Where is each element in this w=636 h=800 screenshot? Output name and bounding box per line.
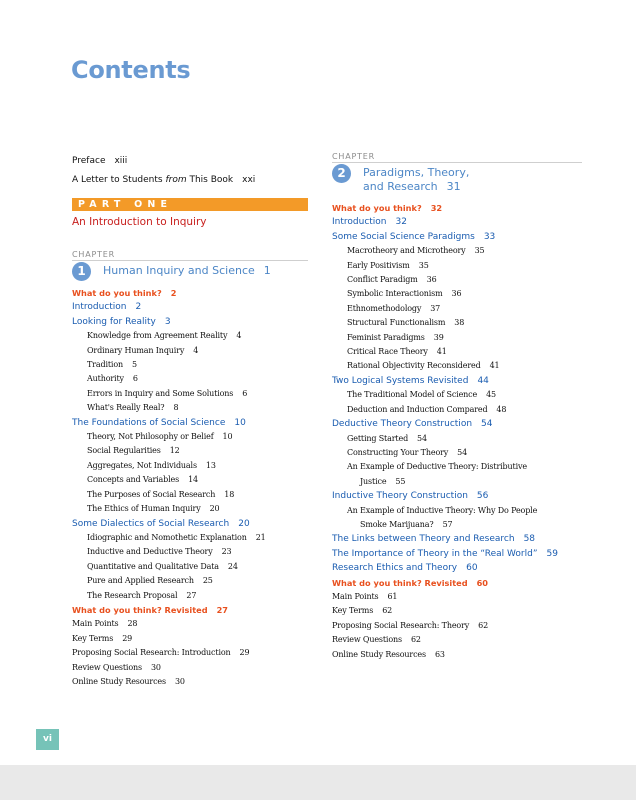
- chapter-title: [363, 164, 469, 194]
- toc-entry[interactable]: [332, 374, 582, 388]
- page-number: 6: [132, 374, 138, 384]
- toc-entry[interactable]: [72, 300, 308, 314]
- toc-entry-label: Errors in Inquiry and Some Solutions: [87, 388, 234, 398]
- toc-entry[interactable]: [332, 590, 582, 604]
- toc-entry-label: Proposing Social Research: Theory: [332, 620, 470, 630]
- page-number: 58: [523, 534, 536, 545]
- toc-entry-label: Some Dialectics of Social Research: [72, 518, 230, 529]
- toc-entry-label: Key Terms: [72, 633, 114, 643]
- toc-entry[interactable]: [332, 532, 582, 546]
- toc-entry-label: Rational Objectivity Reconsidered: [347, 361, 481, 371]
- toc-entry[interactable]: [332, 432, 582, 446]
- front-matter-label: This Book: [186, 175, 234, 185]
- page-number: 54: [417, 433, 427, 443]
- toc-entry[interactable]: [72, 416, 308, 430]
- page-number: 4: [193, 345, 199, 355]
- page-number: 1: [263, 264, 271, 277]
- toc-entry[interactable]: [332, 460, 582, 474]
- page-number: 32: [430, 203, 443, 213]
- page-number: 37: [430, 303, 441, 313]
- toc-entry[interactable]: [332, 316, 582, 330]
- toc-entry[interactable]: [332, 331, 582, 345]
- page-number: 56: [476, 491, 489, 502]
- toc-entry[interactable]: [72, 358, 308, 372]
- page-number: 62: [382, 606, 393, 616]
- page-number: xxi: [242, 175, 256, 185]
- page-number: 28: [127, 619, 138, 629]
- toc-entry[interactable]: [72, 617, 308, 631]
- toc-entry-label: Justice: [360, 476, 387, 486]
- toc-entry-label: What do you think?: [332, 203, 422, 213]
- toc-entry[interactable]: [72, 329, 308, 343]
- page-number: 23: [221, 547, 232, 557]
- page-number: 44: [477, 375, 489, 386]
- toc-entry-label: Knowledge from Agreement Reality: [87, 331, 228, 341]
- toc-entry-label: Introduction: [332, 217, 387, 228]
- toc-entry-label: The Ethics of Human Inquiry: [87, 504, 201, 514]
- page-number: 39: [433, 332, 444, 342]
- toc-entry-label: Research Ethics and Theory: [332, 563, 458, 574]
- page-number: 4: [236, 331, 242, 341]
- chapter-label: CHAPTER: [332, 152, 375, 161]
- toc-entry[interactable]: [72, 387, 308, 401]
- toc-entry-label: Review Questions: [332, 635, 402, 645]
- toc-entry[interactable]: [332, 388, 582, 402]
- page-number: 29: [239, 648, 250, 658]
- chapter-2-heading[interactable]: [332, 164, 582, 194]
- toc-entry[interactable]: [332, 604, 582, 618]
- toc-entry[interactable]: [332, 648, 582, 662]
- page-number: 38: [454, 318, 465, 328]
- page-number: 6: [242, 388, 248, 398]
- toc-entry[interactable]: [72, 560, 308, 574]
- chapter-divider: [72, 260, 308, 261]
- toc-entry-label: The Importance of Theory in the “Real World”: [332, 548, 538, 559]
- chapter-title: [103, 262, 271, 278]
- toc-entry-label: Online Study Resources: [332, 649, 426, 659]
- toc-entry[interactable]: [72, 531, 308, 545]
- page-number: 55: [395, 476, 406, 486]
- page-number: 41: [436, 347, 447, 357]
- page-number: 3: [164, 316, 171, 327]
- page-number: 30: [174, 676, 185, 686]
- page-number: 31: [446, 180, 461, 193]
- toc-entry-label: What do you think? Revisited: [72, 604, 208, 615]
- toc-entry-label: Aggregates, Not Individuals: [87, 460, 197, 470]
- page-number: 2: [135, 302, 142, 313]
- page-number: 59: [546, 548, 558, 559]
- toc-entry-label: Ordinary Human Inquiry: [87, 345, 185, 355]
- toc-entry-label: The Research Proposal: [87, 590, 178, 600]
- toc-entry-label: The Purposes of Social Research: [87, 489, 216, 499]
- toc-entry-label: Inductive Theory Construction: [332, 491, 468, 502]
- chapter-2-entries: [332, 201, 582, 662]
- page-number: 10: [234, 417, 246, 428]
- toc-entry-label: Main Points: [332, 591, 379, 601]
- chapter-number-badge: 2: [332, 164, 351, 183]
- toc-entry[interactable]: [72, 574, 308, 588]
- page-number: xiii: [114, 156, 128, 166]
- toc-entry-label: What do you think? Revisited: [332, 577, 468, 588]
- toc-entry[interactable]: [72, 646, 308, 660]
- page-number: 54: [481, 419, 493, 430]
- page-number: 45: [486, 390, 496, 400]
- page-number: 33: [483, 231, 496, 242]
- toc-entry[interactable]: [332, 302, 582, 316]
- toc-entry[interactable]: [72, 286, 308, 300]
- toc-entry[interactable]: [72, 603, 308, 617]
- page-number: 13: [205, 460, 216, 470]
- page-number: 8: [173, 403, 179, 413]
- toc-entry-label: Main Points: [72, 619, 119, 629]
- toc-entry[interactable]: [332, 489, 582, 503]
- part-title[interactable]: An Introduction to Inquiry: [72, 216, 207, 228]
- toc-entry-label: Introduction: [72, 302, 127, 313]
- toc-entry[interactable]: [332, 475, 582, 489]
- toc-entry-label: Online Study Resources: [72, 676, 166, 686]
- page-number: 57: [442, 519, 453, 529]
- toc-entry[interactable]: [72, 315, 308, 329]
- page-number: 25: [202, 576, 213, 586]
- toc-entry[interactable]: [72, 344, 308, 358]
- toc-entry[interactable]: [332, 561, 582, 575]
- toc-entry-label: Feminist Paradigms: [347, 332, 425, 342]
- front-matter-label-emphasis: from: [165, 175, 187, 185]
- page-number: 35: [418, 260, 429, 270]
- page-number: 12: [169, 446, 180, 456]
- chapter-number-badge: 1: [72, 262, 91, 281]
- toc-entry-label: An Example of Inductive Theory: Why Do People: [347, 505, 538, 515]
- toc-entry-label: Theory, Not Philosophy or Belief: [87, 432, 214, 442]
- page-folio: vi: [36, 729, 59, 750]
- toc-entry[interactable]: [72, 401, 308, 415]
- toc-entry[interactable]: [72, 661, 308, 675]
- page-title: Contents: [71, 56, 191, 84]
- toc-entry[interactable]: [332, 518, 582, 532]
- page-number: 30: [150, 662, 161, 672]
- page-number: 48: [496, 404, 507, 414]
- toc-entry[interactable]: [332, 633, 582, 647]
- right-column: [332, 152, 582, 662]
- chapter-title-text: and Research: [363, 180, 438, 193]
- page-number: 29: [122, 633, 133, 643]
- toc-entry-label: Concepts and Variables: [87, 475, 180, 485]
- toc-entry[interactable]: [72, 459, 308, 473]
- toc-entry-label: Macrotheory and Microtheory: [347, 246, 466, 256]
- toc-entry[interactable]: [332, 201, 582, 215]
- toc-entry-label: Smoke Marijuana?: [360, 519, 434, 529]
- toc-entry[interactable]: [332, 230, 582, 244]
- toc-entry-label: What's Really Real?: [87, 403, 165, 413]
- page-number: 21: [255, 532, 266, 542]
- page-number: 35: [474, 246, 485, 256]
- toc-entry-label: Two Logical Systems Revisited: [332, 375, 469, 386]
- page-number: 62: [478, 620, 489, 630]
- toc-entry-label: Conflict Paradigm: [347, 275, 418, 285]
- toc-entry-label: What do you think?: [72, 288, 162, 298]
- toc-entry-label: Review Questions: [72, 662, 142, 672]
- page-number: 27: [186, 590, 197, 600]
- toc-entry-label: Getting Started: [347, 433, 409, 443]
- toc-entry[interactable]: [332, 576, 582, 590]
- front-matter-label: Preface: [72, 156, 106, 166]
- toc-entry-label: Key Terms: [332, 606, 374, 616]
- page-number: 60: [476, 577, 488, 588]
- chapter-1-heading[interactable]: [72, 262, 308, 281]
- toc-entry[interactable]: [332, 547, 582, 561]
- toc-entry-label: The Traditional Model of Science: [347, 390, 478, 400]
- toc-entry[interactable]: [72, 589, 308, 603]
- toc-entry-label: Social Regularities: [87, 446, 161, 456]
- part-bar: PART ONE: [72, 198, 308, 211]
- toc-entry[interactable]: [72, 430, 308, 444]
- toc-entry-label: Proposing Social Research: Introduction: [72, 648, 231, 658]
- front-matter-label: A Letter to Students: [72, 175, 166, 185]
- toc-entry[interactable]: [332, 504, 582, 518]
- page-number: 5: [132, 360, 137, 370]
- toc-entry-label: Early Positivism: [347, 260, 410, 270]
- toc-entry[interactable]: [332, 244, 582, 258]
- toc-entry-label: Looking for Reality: [72, 316, 156, 327]
- toc-entry[interactable]: [72, 675, 308, 689]
- front-matter-preface[interactable]: [72, 152, 308, 171]
- toc-entry[interactable]: [72, 372, 308, 386]
- toc-entry[interactable]: [332, 359, 582, 373]
- page-number: 2: [170, 288, 177, 298]
- page-number: 10: [222, 432, 233, 442]
- toc-entry[interactable]: [72, 545, 308, 559]
- toc-entry[interactable]: [332, 446, 582, 460]
- page-number: 24: [227, 561, 238, 571]
- page-number: 36: [426, 275, 437, 285]
- toc-entry[interactable]: [332, 417, 582, 431]
- page-number: 41: [489, 361, 500, 371]
- page-number: 27: [216, 604, 228, 615]
- chapter-title-text: Paradigms, Theory,: [363, 166, 470, 179]
- page-number: 36: [451, 289, 462, 299]
- toc-entry-label: Deductive Theory Construction: [332, 419, 473, 430]
- toc-entry-label: Symbolic Interactionism: [347, 289, 443, 299]
- left-column: [72, 152, 308, 689]
- front-matter-letter[interactable]: [72, 171, 308, 190]
- toc-entry[interactable]: [332, 287, 582, 301]
- page-number: 63: [434, 649, 445, 659]
- page-number: 61: [387, 591, 398, 601]
- page-number: 54: [457, 447, 468, 457]
- page-number: 18: [224, 489, 235, 499]
- chapter-title-text: Human Inquiry and Science: [103, 264, 255, 277]
- page-number: 62: [410, 635, 421, 645]
- toc-entry-label: Quantitative and Qualitative Data: [87, 561, 219, 571]
- toc-entry[interactable]: [332, 619, 582, 633]
- chapter-label: CHAPTER: [72, 250, 115, 259]
- toc-entry-label: The Links between Theory and Research: [332, 534, 515, 545]
- toc-entry[interactable]: [332, 345, 582, 359]
- toc-entry[interactable]: [72, 517, 308, 531]
- toc-entry[interactable]: [332, 215, 582, 229]
- toc-entry-label: Idiographic and Nomothetic Explanation: [87, 532, 247, 542]
- toc-entry[interactable]: [72, 444, 308, 458]
- toc-entry[interactable]: [332, 273, 582, 287]
- toc-entry-label: Ethnomethodology: [347, 303, 422, 313]
- toc-entry[interactable]: [332, 259, 582, 273]
- chapter-1-entries: [72, 286, 308, 689]
- page-number: 32: [395, 217, 407, 228]
- toc-entry[interactable]: [72, 502, 308, 516]
- toc-entry-label: Critical Race Theory: [347, 347, 428, 357]
- page-number: 60: [466, 563, 478, 574]
- toc-entry-label: The Foundations of Social Science: [72, 417, 226, 428]
- toc-entry-label: Authority: [87, 374, 124, 384]
- page-number: 20: [238, 518, 250, 529]
- page-number: 14: [188, 475, 198, 485]
- toc-entry-label: Pure and Applied Research: [87, 576, 194, 586]
- toc-entry-label: Structural Functionalism: [347, 318, 446, 328]
- toc-entry[interactable]: [332, 403, 582, 417]
- toc-entry[interactable]: [72, 488, 308, 502]
- chapter-divider: [332, 162, 582, 163]
- toc-entry-label: Deduction and Induction Compared: [347, 404, 488, 414]
- page-number: 20: [209, 504, 220, 514]
- toc-entry-label: Tradition: [87, 360, 124, 370]
- toc-entry[interactable]: [72, 473, 308, 487]
- toc-entry-label: Constructing Your Theory: [347, 447, 449, 457]
- chapter-title-line2: [363, 180, 469, 194]
- toc-entry[interactable]: [72, 632, 308, 646]
- toc-entry-label: Some Social Science Paradigms: [332, 231, 475, 242]
- toc-entry-label: An Example of Deductive Theory: Distributive: [347, 462, 527, 472]
- toc-entry-label: Inductive and Deductive Theory: [87, 547, 213, 557]
